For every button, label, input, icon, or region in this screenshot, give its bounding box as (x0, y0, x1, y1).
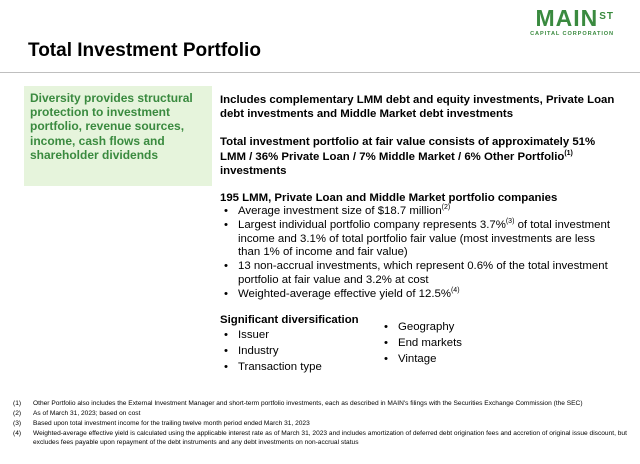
title-divider (0, 72, 640, 73)
footnote-ref: (4) (450, 286, 460, 294)
footnote-ref: (2) (441, 204, 451, 212)
list-item: • Geography (384, 319, 462, 335)
sidebar-callout-text: Diversity provides structural protection to investment portfolio, revenue sources, income, cash flows and shareholder dividends (30, 91, 193, 162)
list-item: • Industry (224, 343, 322, 359)
diversification-grid (220, 320, 616, 375)
list-item: • Transaction type (224, 359, 322, 375)
list-item: • Largest individual portfolio company represents 3.7%$^{(3)}$ of total investment income and 3.1% of total portfolio fair value (most investments are less than 1% of income and fair value) (224, 219, 616, 260)
list-item: • Vintage (384, 351, 462, 367)
list-item: • 13 non-accrual investments, which represent 0.6% of the total investment portfolio at fair value and 3.2% at cost (224, 260, 616, 288)
composition-text: Total investment portfolio at fair value consists of approximately 51% LMM / 36% Private Loan / 7% Middle Market / 6% Other Portfolio (220, 136, 596, 163)
composition-text-end: investments (220, 164, 287, 177)
diversification-list-left (224, 327, 322, 375)
footnote: (3) Based upon total investment income for the trailing twelve month period ended March 31, 2023 (13, 420, 310, 427)
footnote: (4) Weighted-average effective yield is calculated using the applicable interest rate as of March 31, 2023 and includes amortization of deferred debt origination fees and accretion of original issue discount, but excludes fees payable upon repayment of the debt instruments and any debt investments on non-accrual status (13, 430, 627, 446)
portfolio-intro: Includes complementary LMM debt and equity investments, Private Loan debt investments and Middle Market debt investments (220, 94, 615, 121)
main-content (220, 93, 616, 375)
footnote: (1) Other Portfolio also includes the External Investment Manager and short-term portfolio investments, each as described in MAIN's filings with the Securities Exchange Commission (the SEC) (13, 400, 583, 407)
sidebar-callout (24, 86, 212, 186)
footnote-ref: (3) (505, 217, 515, 225)
portfolio-composition (220, 135, 616, 178)
companies-bullet-list (224, 205, 616, 302)
logo-wordmark (530, 6, 614, 30)
logo-main-text: MAIN (535, 5, 599, 31)
company-logo (530, 6, 614, 37)
list-item: • Issuer (224, 327, 322, 343)
list-item: • Weighted-average effective yield of 12.5%$^{(4)}$ (224, 288, 616, 302)
companies-heading: 195 LMM, Private Loan and Middle Market portfolio companies (220, 192, 558, 205)
list-item: • End markets (384, 335, 462, 351)
list-item: • Average investment size of $18.7 million$^{(2)}$ (224, 205, 616, 219)
logo-superscript: ST (599, 11, 614, 22)
logo-subtitle: CAPITAL CORPORATION (530, 31, 614, 37)
footnotes (13, 400, 627, 449)
diversification-heading: Significant diversification (220, 313, 359, 326)
diversification-list-right (384, 319, 462, 367)
page-title: Total Investment Portfolio (28, 40, 261, 61)
footnote-ref: (1) (564, 149, 573, 157)
footnote: (2) As of March 31, 2023; based on cost (13, 410, 141, 417)
